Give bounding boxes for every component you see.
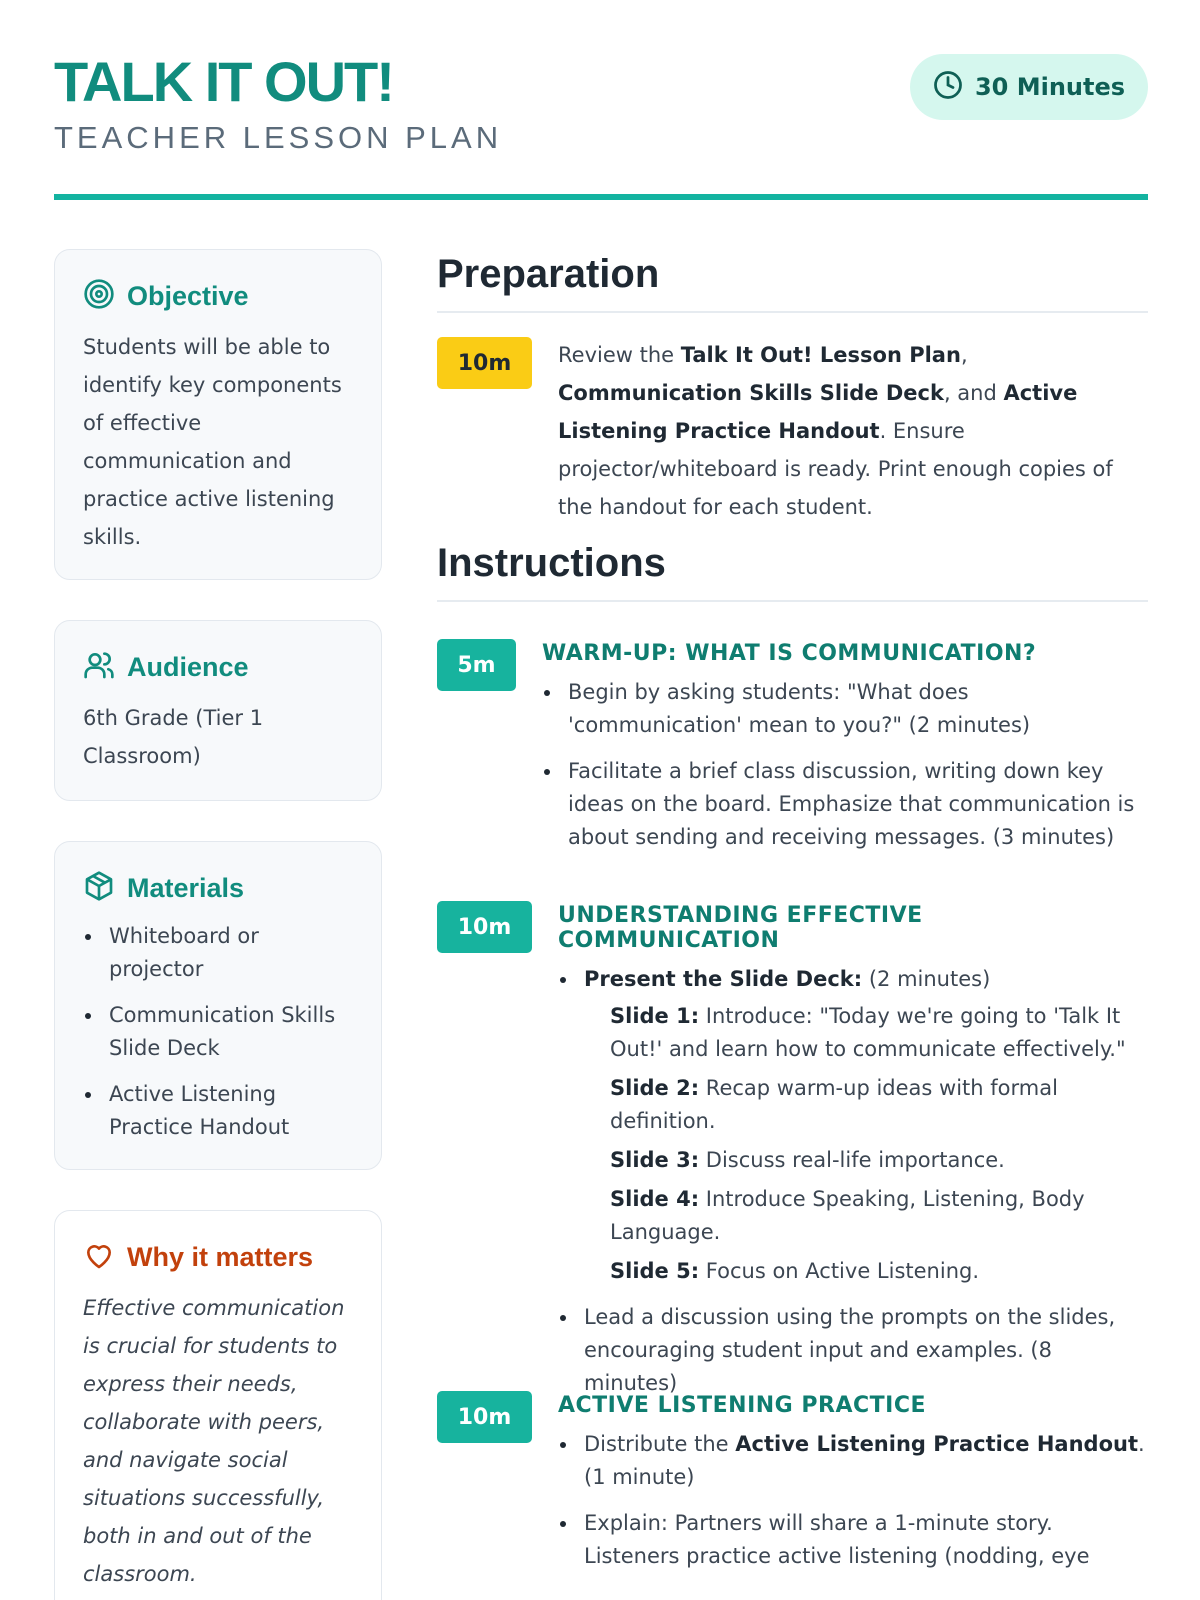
step-understanding xyxy=(437,901,1148,1395)
time-badge: 5m xyxy=(437,639,516,691)
slide-label: Slide 4: xyxy=(610,1187,700,1211)
heart-icon xyxy=(83,1239,115,1275)
why-text: Effective communication is crucial for students to express their needs, collaborate with peers, and navigate social situations successfully, both in and out of the classroom. xyxy=(83,1296,345,1586)
list-item xyxy=(558,1428,1148,1494)
prep-bold-lesson-plan: Talk It Out! Lesson Plan xyxy=(680,343,961,367)
objective-header xyxy=(83,278,353,314)
slide-list xyxy=(584,1000,1148,1288)
list-item: Explain: Partners will share a 1-minute story. Listeners practice active listening (nodding, eye xyxy=(558,1507,1148,1573)
slide-text: Introduce Speaking, Listening, Body Language. xyxy=(610,1187,1085,1244)
list-item: Begin by asking students: "What does 'communication' mean to you?" (2 minutes) xyxy=(542,676,1142,742)
present-label: Present the Slide Deck: xyxy=(584,967,863,991)
step-content xyxy=(558,1393,1148,1586)
section-divider xyxy=(437,311,1148,313)
list-item: Communication Skills Slide Deck xyxy=(83,999,353,1065)
list-item: Whiteboard or projector xyxy=(83,920,353,986)
prep-text-part: , xyxy=(960,343,968,367)
target-icon xyxy=(83,278,115,314)
prep-text-part: Review the xyxy=(558,343,681,367)
slide-item xyxy=(610,1072,1148,1138)
slide-label: Slide 1: xyxy=(610,1004,700,1028)
slide-item xyxy=(610,1255,1148,1288)
users-icon xyxy=(83,649,115,685)
slide-label: Slide 2: xyxy=(610,1076,700,1100)
distribute-duration: . (1 minute) xyxy=(584,1432,1145,1489)
materials-list xyxy=(83,920,353,1144)
duration-text: 30 Minutes xyxy=(974,73,1126,101)
why-card xyxy=(54,1210,382,1600)
preparation-text xyxy=(558,336,1134,526)
header-divider xyxy=(54,194,1148,200)
list-item: Facilitate a brief class discussion, writing down key ideas on the board. Emphasize that communication is about sending and receiving messages. (3 minutes) xyxy=(542,755,1142,854)
prep-text-part: . Ensure projector/whiteboard is ready. Print enough copies of the handout for each student. xyxy=(558,419,1113,519)
step-active-listening xyxy=(437,1391,1148,1600)
materials-header xyxy=(83,870,353,906)
clock-icon xyxy=(933,70,963,104)
slide-item xyxy=(610,1144,1148,1177)
why-heading: Why it matters xyxy=(127,1241,314,1272)
slide-text: Introduce: "Today we're going to 'Talk It Out!' and learn how to communicate effectively." xyxy=(610,1004,1126,1061)
list-item xyxy=(558,963,1148,1288)
slide-text: Focus on Active Listening. xyxy=(699,1259,980,1283)
step-bullets xyxy=(558,1428,1148,1573)
objective-card xyxy=(54,249,382,580)
header xyxy=(54,50,1148,156)
audience-card xyxy=(54,620,382,801)
prep-bold-slide-deck: Communication Skills Slide Deck xyxy=(558,381,944,405)
section-divider xyxy=(437,600,1148,602)
step-title: ACTIVE LISTENING PRACTICE xyxy=(558,1393,926,1418)
slide-text: Discuss real-life importance. xyxy=(699,1148,1005,1172)
step-bullets xyxy=(542,676,1142,854)
objective-text: Students will be able to identify key components of effective communication and practice active listening skills. xyxy=(83,335,342,549)
slide-item xyxy=(610,1183,1148,1249)
preparation-heading: Preparation xyxy=(437,252,660,296)
list-item: Active Listening Practice Handout xyxy=(83,1078,353,1144)
time-badge: 10m xyxy=(437,901,532,953)
audience-text: 6th Grade (Tier 1 Classroom) xyxy=(83,706,264,768)
objective-heading: Objective xyxy=(127,280,249,311)
slide-item xyxy=(610,1000,1148,1066)
slide-text: Recap warm-up ideas with formal definition. xyxy=(610,1076,1058,1133)
prep-bold-handout: Active Listening Practice Handout xyxy=(558,381,1078,443)
page-title: TALK IT OUT! xyxy=(54,50,393,113)
time-badge: 10m xyxy=(437,337,532,389)
materials-heading: Materials xyxy=(127,872,245,903)
step-warmup xyxy=(437,639,1148,879)
step-content xyxy=(558,903,1148,1413)
preparation-block xyxy=(437,337,1148,519)
duration-badge xyxy=(910,54,1148,120)
box-icon xyxy=(83,870,115,906)
preparation-section xyxy=(437,252,1148,313)
why-header xyxy=(83,1239,353,1275)
step-content xyxy=(542,641,1142,867)
materials-card xyxy=(54,841,382,1170)
step-title: UNDERSTANDING EFFECTIVE COMMUNICATION xyxy=(558,903,923,953)
slide-label: Slide 3: xyxy=(610,1148,700,1172)
instructions-heading: Instructions xyxy=(437,541,666,585)
present-duration: (2 minutes) xyxy=(862,967,991,991)
page-subtitle: TEACHER LESSON PLAN xyxy=(54,120,503,155)
step-title: WARM-UP: WHAT IS COMMUNICATION? xyxy=(542,641,1037,666)
time-badge: 10m xyxy=(437,1391,532,1443)
distribute-handout: Active Listening Practice Handout xyxy=(735,1432,1138,1456)
step-bullets xyxy=(558,963,1148,1400)
instructions-section xyxy=(437,541,1148,602)
list-item: Lead a discussion using the prompts on the slides, encouraging student input and examples. (8 minutes) xyxy=(558,1301,1148,1400)
prep-text-part: , and xyxy=(943,381,1004,405)
slide-label: Slide 5: xyxy=(610,1259,700,1283)
distribute-text: Distribute the xyxy=(584,1432,736,1456)
audience-heading: Audience xyxy=(127,651,249,682)
audience-header xyxy=(83,649,353,685)
